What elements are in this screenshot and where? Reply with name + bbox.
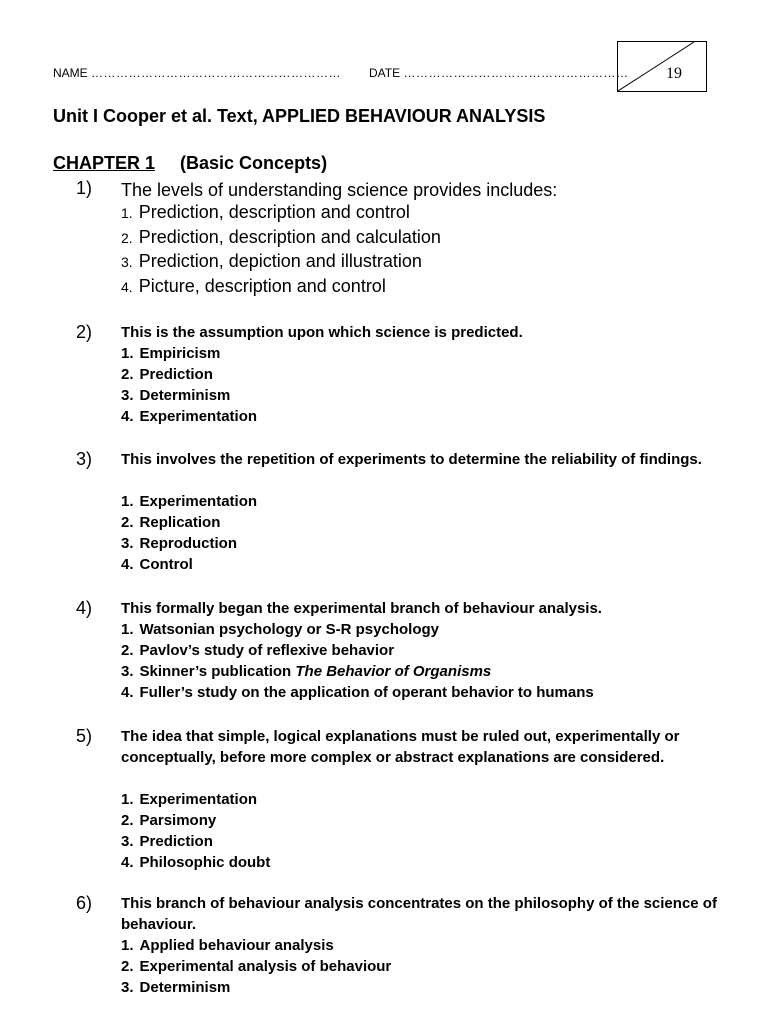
option-list <box>121 491 257 575</box>
option-number: 2. <box>121 958 134 975</box>
name-field[interactable] <box>53 66 341 80</box>
option-number: 1. <box>121 791 134 808</box>
option-item[interactable] <box>121 661 594 682</box>
option-list <box>121 619 594 703</box>
question-number: 2) <box>76 322 93 342</box>
option-item[interactable] <box>121 226 441 251</box>
option-text: Watsonian psychology or S-R psychology <box>139 621 439 638</box>
option-book-title: The Behavior of Organisms <box>295 663 492 680</box>
page-title: Unit I Cooper et al. Text, APPLIED BEHAVIOUR ANALYSIS <box>53 106 546 126</box>
option-number: 4. <box>121 278 133 295</box>
chapter-subtitle: (Basic Concepts) <box>180 153 328 173</box>
option-text: Philosophic doubt <box>139 854 271 871</box>
option-number: 1. <box>121 621 134 638</box>
option-number: 3. <box>121 254 133 271</box>
chapter-number: CHAPTER 1 <box>53 153 156 173</box>
option-text: Pavlov’s study of reflexive behavior <box>139 642 395 659</box>
option-item[interactable] <box>121 250 441 275</box>
option-text: Experimental analysis of behaviour <box>139 958 392 975</box>
option-text: Replication <box>139 514 221 531</box>
question-number: 1) <box>76 178 93 198</box>
question-number: 4) <box>76 598 93 618</box>
option-item[interactable] <box>121 491 257 512</box>
option-number: 4. <box>121 854 134 871</box>
option-number: 4. <box>121 556 134 573</box>
question-number: 3) <box>76 449 93 469</box>
date-dots: ……………………………………………… <box>403 66 629 80</box>
option-item[interactable] <box>121 789 270 810</box>
option-text: Experimentation <box>139 493 258 510</box>
option-item[interactable] <box>121 852 270 873</box>
option-text: Control <box>139 556 193 573</box>
name-dots: …………………………………………………… <box>91 66 342 80</box>
name-label: NAME <box>53 66 88 80</box>
option-list <box>121 343 257 427</box>
option-item[interactable] <box>121 619 594 640</box>
option-number: 1. <box>121 493 134 510</box>
option-number: 3. <box>121 387 134 404</box>
question-stem: This formally began the experimental branch of behaviour analysis. <box>121 600 602 617</box>
option-list <box>121 201 441 299</box>
option-number: 3. <box>121 535 134 552</box>
question-number: 6) <box>76 893 93 913</box>
option-number: 2. <box>121 366 134 383</box>
date-label: DATE <box>369 66 401 80</box>
chapter-heading <box>53 153 327 174</box>
option-item[interactable] <box>121 201 441 226</box>
option-item[interactable] <box>121 682 594 703</box>
option-item[interactable] <box>121 640 594 661</box>
option-number: 2. <box>121 514 134 531</box>
option-text: Picture, description and control <box>138 275 386 296</box>
question-stem: This branch of behaviour analysis concentrates on the philosophy of the science of behaviour. <box>121 895 717 933</box>
option-number: 3. <box>121 979 134 996</box>
score-box <box>617 41 707 92</box>
option-item[interactable] <box>121 831 270 852</box>
option-number: 1. <box>121 937 134 954</box>
option-list <box>121 789 270 873</box>
option-item[interactable] <box>121 364 257 385</box>
option-text: Experimentation <box>139 791 258 808</box>
option-item[interactable] <box>121 275 441 300</box>
option-item[interactable] <box>121 554 257 575</box>
option-text: Applied behaviour analysis <box>139 937 334 954</box>
option-number: 2. <box>121 812 134 829</box>
question-stem: This involves the repetition of experiments to determine the reliability of findings. <box>121 451 702 468</box>
question-stem: This is the assumption upon which science is predicted. <box>121 324 523 341</box>
option-text: Prediction, description and calculation <box>138 226 441 247</box>
option-text: Determinism <box>139 387 231 404</box>
question-stem: The idea that simple, logical explanations must be ruled out, experimentally or conceptually, before more complex or abstract explanations are considered. <box>121 728 680 766</box>
date-field[interactable] <box>369 66 628 80</box>
score-slash <box>618 42 708 93</box>
option-text: Fuller’s study on the application of operant behavior to humans <box>139 684 594 701</box>
option-text: Empiricism <box>139 345 221 362</box>
option-item[interactable] <box>121 406 257 427</box>
option-text: Prediction, description and control <box>138 202 410 222</box>
option-number: 1. <box>121 345 134 362</box>
option-item[interactable] <box>121 385 257 406</box>
option-number: 2. <box>121 642 134 659</box>
question-number: 5) <box>76 726 93 746</box>
option-text: Parsimony <box>139 812 217 829</box>
option-text: Prediction <box>139 366 213 383</box>
option-text: Reproduction <box>139 535 238 552</box>
option-number: 3. <box>121 663 134 680</box>
option-item[interactable] <box>121 977 391 998</box>
option-number: 1. <box>121 205 133 221</box>
option-number: 2. <box>121 229 133 246</box>
option-number: 4. <box>121 408 134 425</box>
option-text: Prediction <box>139 833 213 850</box>
option-text: Determinism <box>139 979 231 996</box>
option-item[interactable] <box>121 533 257 554</box>
option-item[interactable] <box>121 810 270 831</box>
option-text: Experimentation <box>139 408 258 425</box>
option-item[interactable] <box>121 956 391 977</box>
option-item[interactable] <box>121 935 391 956</box>
option-list <box>121 935 391 998</box>
option-item[interactable] <box>121 343 257 364</box>
option-number: 3. <box>121 833 134 850</box>
question-stem: The levels of understanding science provides includes: <box>121 180 558 200</box>
option-text: Skinner’s publication <box>139 663 296 680</box>
option-number: 4. <box>121 684 134 701</box>
option-text: Prediction, depiction and illustration <box>138 251 422 272</box>
option-item[interactable] <box>121 512 257 533</box>
score-value: 19 <box>666 65 682 82</box>
